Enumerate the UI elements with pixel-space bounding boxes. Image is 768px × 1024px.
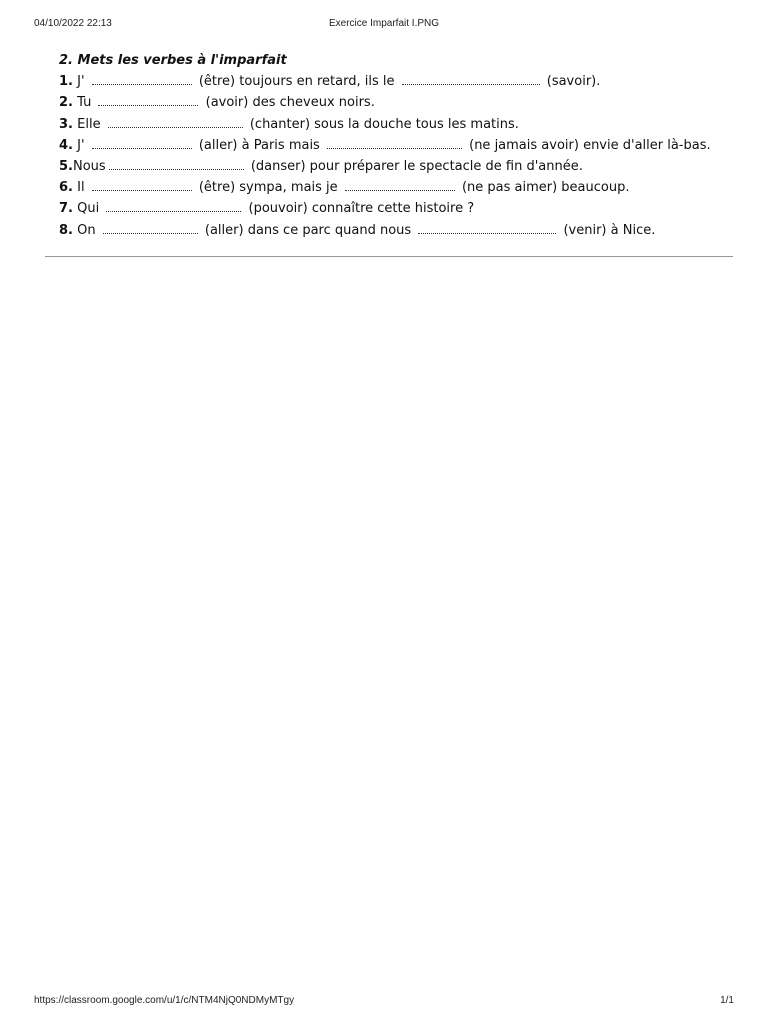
- line-text: (aller) dans ce parc quand nous: [204, 222, 412, 238]
- exercise-line-4: [59, 135, 739, 156]
- line-text: (ne jamais avoir) envie d'aller là-bas.: [469, 137, 711, 153]
- line-number: 7.: [59, 201, 73, 217]
- line-subject: J': [77, 137, 85, 153]
- line-text: (savoir).: [546, 74, 601, 90]
- exercise-line-2: [59, 92, 739, 113]
- line-text: (venir) à Nice.: [563, 222, 656, 238]
- line-text: (avoir) des cheveux noirs.: [205, 95, 375, 111]
- line-text: (aller) à Paris mais: [198, 137, 320, 153]
- line-number: 8.: [59, 222, 73, 238]
- line-subject: Qui: [77, 201, 100, 217]
- line-number: 2.: [59, 95, 73, 111]
- image-bottom-divider: [45, 256, 733, 257]
- exercise-line-3: [59, 114, 739, 135]
- line-subject: Nous: [72, 158, 106, 174]
- line-subject: J': [77, 74, 85, 90]
- exercise-section: [59, 50, 739, 241]
- answer-blank[interactable]: [108, 115, 243, 128]
- answer-blank[interactable]: [106, 199, 241, 212]
- line-subject: Il: [77, 180, 85, 196]
- line-text: (chanter) sous la douche tous les matins.: [249, 116, 519, 132]
- line-number: 6.: [59, 180, 73, 196]
- line-text: (ne pas aimer) beaucoup.: [461, 180, 630, 196]
- line-number: 3.: [59, 116, 73, 132]
- answer-blank[interactable]: [327, 136, 462, 149]
- print-document-title: Exercice Imparfait I.PNG: [328, 18, 440, 29]
- line-text: (danser) pour préparer le spectacle de fin d'année.: [250, 158, 583, 174]
- exercise-title: 2. Mets les verbes à l'imparfait: [59, 53, 287, 68]
- exercise-line-1: [59, 71, 739, 92]
- line-text: (être) toujours en retard, ils le: [198, 74, 395, 90]
- print-header: [34, 18, 734, 32]
- print-date: 04/10/2022 22:13: [34, 18, 112, 29]
- answer-blank[interactable]: [103, 221, 198, 234]
- page-number: 1/1: [720, 995, 734, 1006]
- line-number: 5.: [59, 158, 73, 174]
- line-subject: On: [77, 222, 96, 238]
- answer-blank[interactable]: [92, 136, 192, 149]
- answer-blank[interactable]: [109, 157, 244, 170]
- answer-blank[interactable]: [92, 72, 192, 85]
- exercise-line-5: [59, 156, 739, 177]
- line-subject: Tu: [77, 95, 92, 111]
- line-text: (être) sympa, mais je: [198, 180, 338, 196]
- exercise-line-7: [59, 198, 739, 219]
- print-source-url: https://classroom.google.com/u/1/c/NTM4NjQ0NDMyMTgy: [34, 995, 295, 1006]
- line-subject: Elle: [77, 116, 101, 132]
- line-text: (pouvoir) connaître cette histoire ?: [248, 201, 475, 217]
- print-footer: [34, 995, 734, 1009]
- answer-blank[interactable]: [345, 178, 455, 191]
- line-number: 4.: [59, 137, 73, 153]
- line-number: 1.: [59, 74, 73, 90]
- answer-blank[interactable]: [418, 221, 556, 234]
- answer-blank[interactable]: [402, 72, 540, 85]
- answer-blank[interactable]: [98, 93, 198, 106]
- answer-blank[interactable]: [92, 178, 192, 191]
- exercise-line-8: [59, 220, 739, 241]
- exercise-line-6: [59, 177, 739, 198]
